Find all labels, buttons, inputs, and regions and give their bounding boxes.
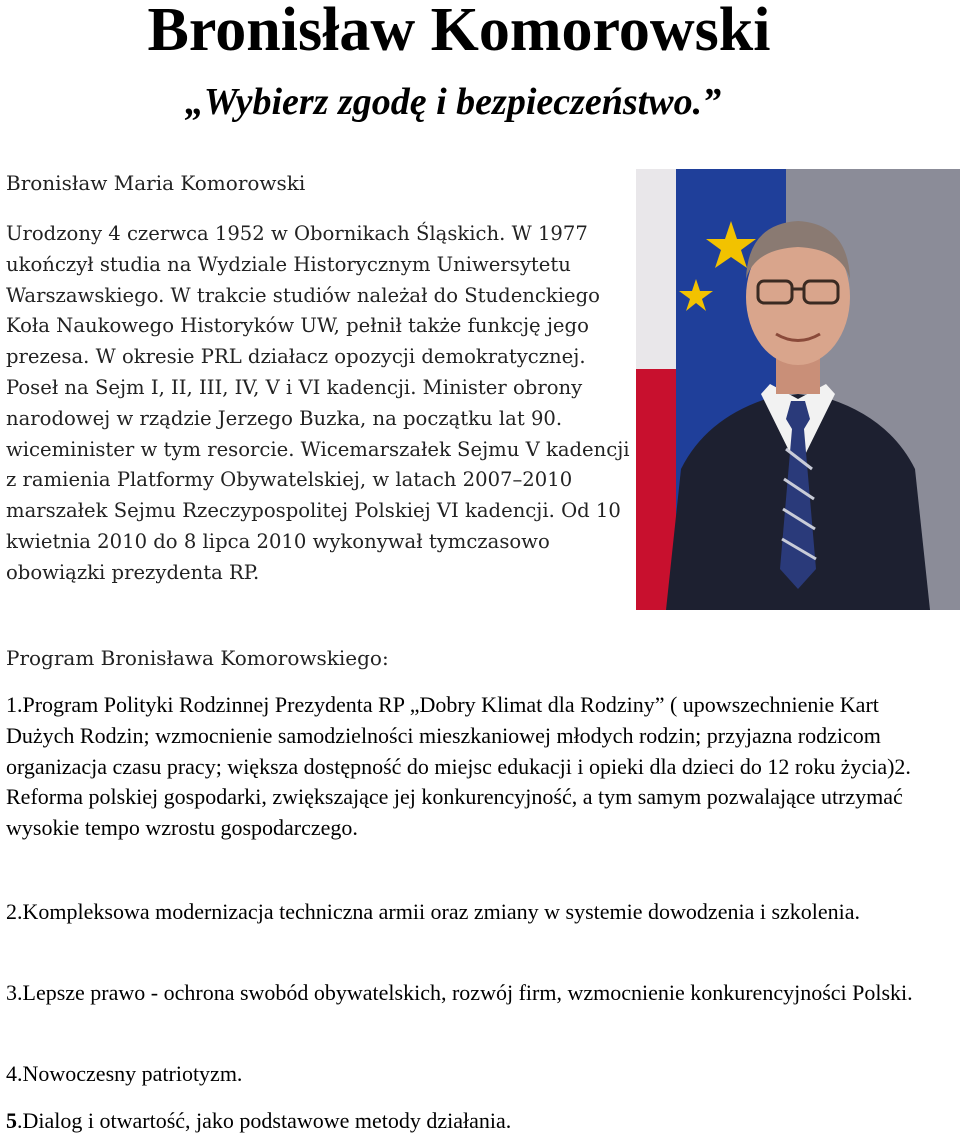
portrait-photo: [636, 169, 960, 610]
program-item-5-number: 5: [6, 1108, 17, 1133]
program-heading: Program Bronisława Komorowskiego:: [6, 646, 389, 670]
bio-full-name: Bronisław Maria Komorowski: [6, 171, 306, 195]
program-item-4: 4.Nowoczesny patriotyzm.: [6, 1061, 243, 1086]
page-title: Bronisław Komorowski: [147, 0, 771, 64]
portrait-illustration: [636, 169, 960, 610]
program-item-2: 2.Kompleksowa modernizacja techniczna armii oraz zmiany w systemie dowodzenia i szkolenia.: [6, 899, 861, 924]
bio-paragraph: [6, 219, 631, 589]
program-item-5-text: .Dialog i otwartość, jako podstawowe metody działania.: [17, 1108, 512, 1133]
program-item-5: [6, 1106, 946, 1137]
campaign-slogan: „Wybierz zgodę i bezpieczeństwo.”: [184, 81, 722, 123]
program-item-3: 3.Lepsze prawo - ochrona swobód obywatelskich, rozwój firm, wzmocnienie konkurencyjności Polski.: [6, 980, 913, 1005]
program-item-1: 1.Program Polityki Rodzinnej Prezydenta RP „Dobry Klimat dla Rodziny” ( upowszechnienie Kart Dużych Rodzin; wzmocnienie samodzielności mieszkaniowej młodych rodzin; przyjazna rodzicom organizacja czasu pracy; większa dostępność do miejsc edukacji i opieki dla dzieci do 12 roku życia)2. Reforma polskiej gospodarki, zwiększające jej konkurencyjność, a tym samym pozwalające utrzymać wysokie tempo wzrostu gospodarczego.: [6, 692, 911, 841]
bio-paragraph-text: Urodzony 4 czerwca 1952 w Obornikach Śląskich. W 1977 ukończył studia na Wydziale Historycznym Uniwersytetu Warszawskiego. W trakcie studiów należał do Studenckiego Koła Naukowego Historyków UW, pełnił także funkcję jego prezesa. W okresie PRL działacz opozycji demokratycznej. Poseł na Sejm I, II, III, IV, V i VI kadencji. Minister obrony narodowej w rządzie Jerzego Buzka, na początku lat 90. wiceminister w tym resorcie. Wicemarszałek Sejmu V kadencji z ramienia Platformy Obywatelskiej, w latach 2007–2010 marszałek Sejmu Rzeczypospolitej Polskiej VI kadencji. Od 10 kwietnia 2010 do 8 lipca 2010 wykonywał tymczasowo obowiązki prezydenta RP.: [6, 222, 630, 584]
polish-flag-white: [636, 169, 676, 369]
